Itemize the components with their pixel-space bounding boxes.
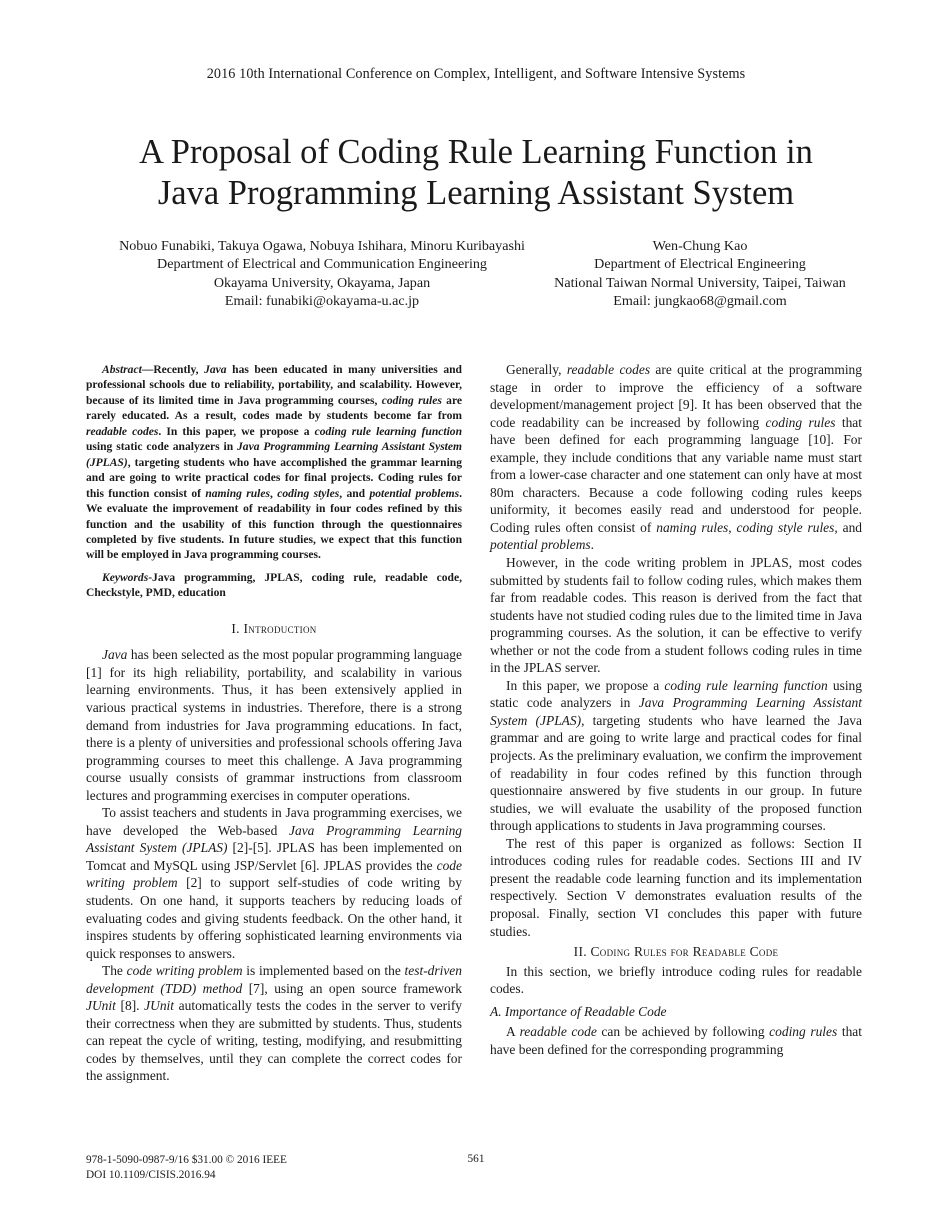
author-block-1 (86, 237, 558, 310)
author-email[interactable]: Email: funabiki@okayama-u.ac.jp (224, 292, 420, 309)
paragraph: The code writing problem is implemented based on the test-driven development (TDD) method [7], using an open source framework JUnit [8]. JUnit automatically tests the codes in the server to verify their correctness when they are submitted by students. Thus, students can repeat the cycle of writing, testing, modifying, and resubmitting codes by themselves, until they can complete the correct codes for the assignment. (86, 963, 463, 1084)
left-column (86, 363, 462, 1085)
paragraph: To assist teachers and students in Java programming exercises, we have developed the Web-based Java Programming Learning Assistant System (JPLAS) [2]-[5]. JPLAS has been implemented on Tomcat and MySQL using JSP/Servlet [6]. JPLAS provides the code writing problem [2] to support self-studies of code writing by students. On one hand, it supports teachers by reducing loads of evaluating codes and giving students feedback. On the other hand, it inspires students by offering sophisticated learning environments via quick responses to answers. (86, 805, 463, 961)
right-column (490, 361, 862, 1058)
author-email[interactable]: Email: jungkao68@gmail.com (613, 292, 787, 309)
author-department: Department of Electrical Engineering (594, 256, 806, 273)
title-line-1: A Proposal of Coding Rule Learning Function in (139, 133, 813, 171)
footer-isbn: 978-1-5090-0987-9/16 $31.00 © 2016 IEEE (86, 1154, 287, 1166)
paragraph: A readable code can be achieved by following coding rules that have been defined for the corresponding programming (490, 1024, 862, 1057)
paragraph: Java has been selected as the most popular programming language [1] for its high reliability, portability, and scalability in various learning environments. Thus, it has been extensively applied in various practical systems in industries. Therefore, there is a strong demand from industries for Java programming educations. In fact, there is a plenty of universities and professional schools offering Java programming courses to meet this challenge. A Java programming course usually consists of grammar instructions from classroom lectures and programming exercises in computer operations. (86, 647, 462, 803)
author-university: Okayama University, Okayama, Japan (213, 274, 431, 291)
section-heading-introduction: I. Introduction (231, 620, 317, 636)
footer-doi: DOI 10.1109/CISIS.2016.94 (86, 1168, 216, 1181)
paragraph: Generally, readable codes are quite critical at the programming stage in order to improve the efficiency of a software development/management project [9]. It has been observed that the code readability can be increased by following coding rules that have been defined for each programming language [10]. For example, they include conditions that any variable name must start from a lower-case character and one statement can only have at most 80m characters. Because a code following coding rules keeps uniformity, it becomes easily read and understood for people. Coding rules often consist of naming rules, coding style rules, and potential problems. (490, 362, 863, 553)
author-department: Department of Electrical and Communication Engineering (157, 256, 487, 273)
paragraph: The rest of this paper is organized as follows: Section II introduces coding rules for readable codes. Sections III and IV present the readable code learning function and its implementation respectively. Section V demonstrates evaluation results of the proposal. Finally, section VI concludes this paper with future studies. (490, 835, 862, 939)
paper-title (0, 132, 952, 214)
abstract: Abstract—Recently, Java has been educated in many universities and professional schools due to reliability, portability, and scalability. However, because of its limited time in Java programming courses, coding rules are rarely educated. As a result, codes made by students become far from readable codes. In this paper, we propose a coding rule learning function using static code analyzers in Java Programming Learning Assistant System (JPLAS), targeting students who have accomplished the grammar learning and are going to write practical codes for final projects. Coding rules for this function consist of naming rules, coding styles, and potential problems. We evaluate the improvement of readability in four codes refined by this function and the usability of this function through the questionnaires completed by five students. In future studies, we expect that this function will be employed in Java programming courses. (86, 364, 462, 562)
section-heading-coding-rules: II. Coding Rules for Readable Code (573, 944, 779, 960)
keywords: Keywords-Java programming, JPLAS, coding rule, readable code, Checkstyle, PMD, education (86, 571, 462, 600)
author-names: Wen-Chung Kao (652, 238, 748, 254)
paragraph: In this paper, we propose a coding rule learning function using static code analyzers in Java Programming Learning Assistant System (JPLAS), targeting students who have learned the Java grammar and are going to write large and practical codes for final projects. As the preliminary evaluation, we confirm the improvement of readability in four codes refined by this function through questionnaire answered by five students in our group. In future studies, we will evaluate the usability of the proposed function through applications to students in Java programming courses. (490, 677, 862, 834)
keywords-label: Keywords (102, 571, 149, 584)
author-block-2 (530, 237, 870, 310)
paragraph: However, in the code writing problem in JPLAS, most codes submitted by students fail to follow coding rules, which makes them far from readable codes. This reason is derived from the fact that students have not studied coding rules due to the limited time in Java programming courses. As the solution, it can be effective to verify whether or not the code from a student follows coding rules in time in the JPLAS server. (490, 555, 862, 676)
author-university: National Taiwan Normal University, Taipei, Taiwan (554, 274, 846, 291)
subsection-heading: A. Importance of Readable Code (490, 1003, 667, 1019)
page-number: 561 (467, 1153, 485, 1165)
abstract-label: Abstract (102, 364, 142, 376)
author-names: Nobuo Funabiki, Takuya Ogawa, Nobuya Ishihara, Minoru Kuribayashi (119, 238, 525, 254)
conference-header: 2016 10th International Conference on Complex, Intelligent, and Software Intensive Systems (206, 66, 746, 82)
title-line-2: Java Programming Learning Assistant System (157, 174, 795, 212)
paragraph: In this section, we briefly introduce coding rules for readable codes. (490, 963, 862, 997)
